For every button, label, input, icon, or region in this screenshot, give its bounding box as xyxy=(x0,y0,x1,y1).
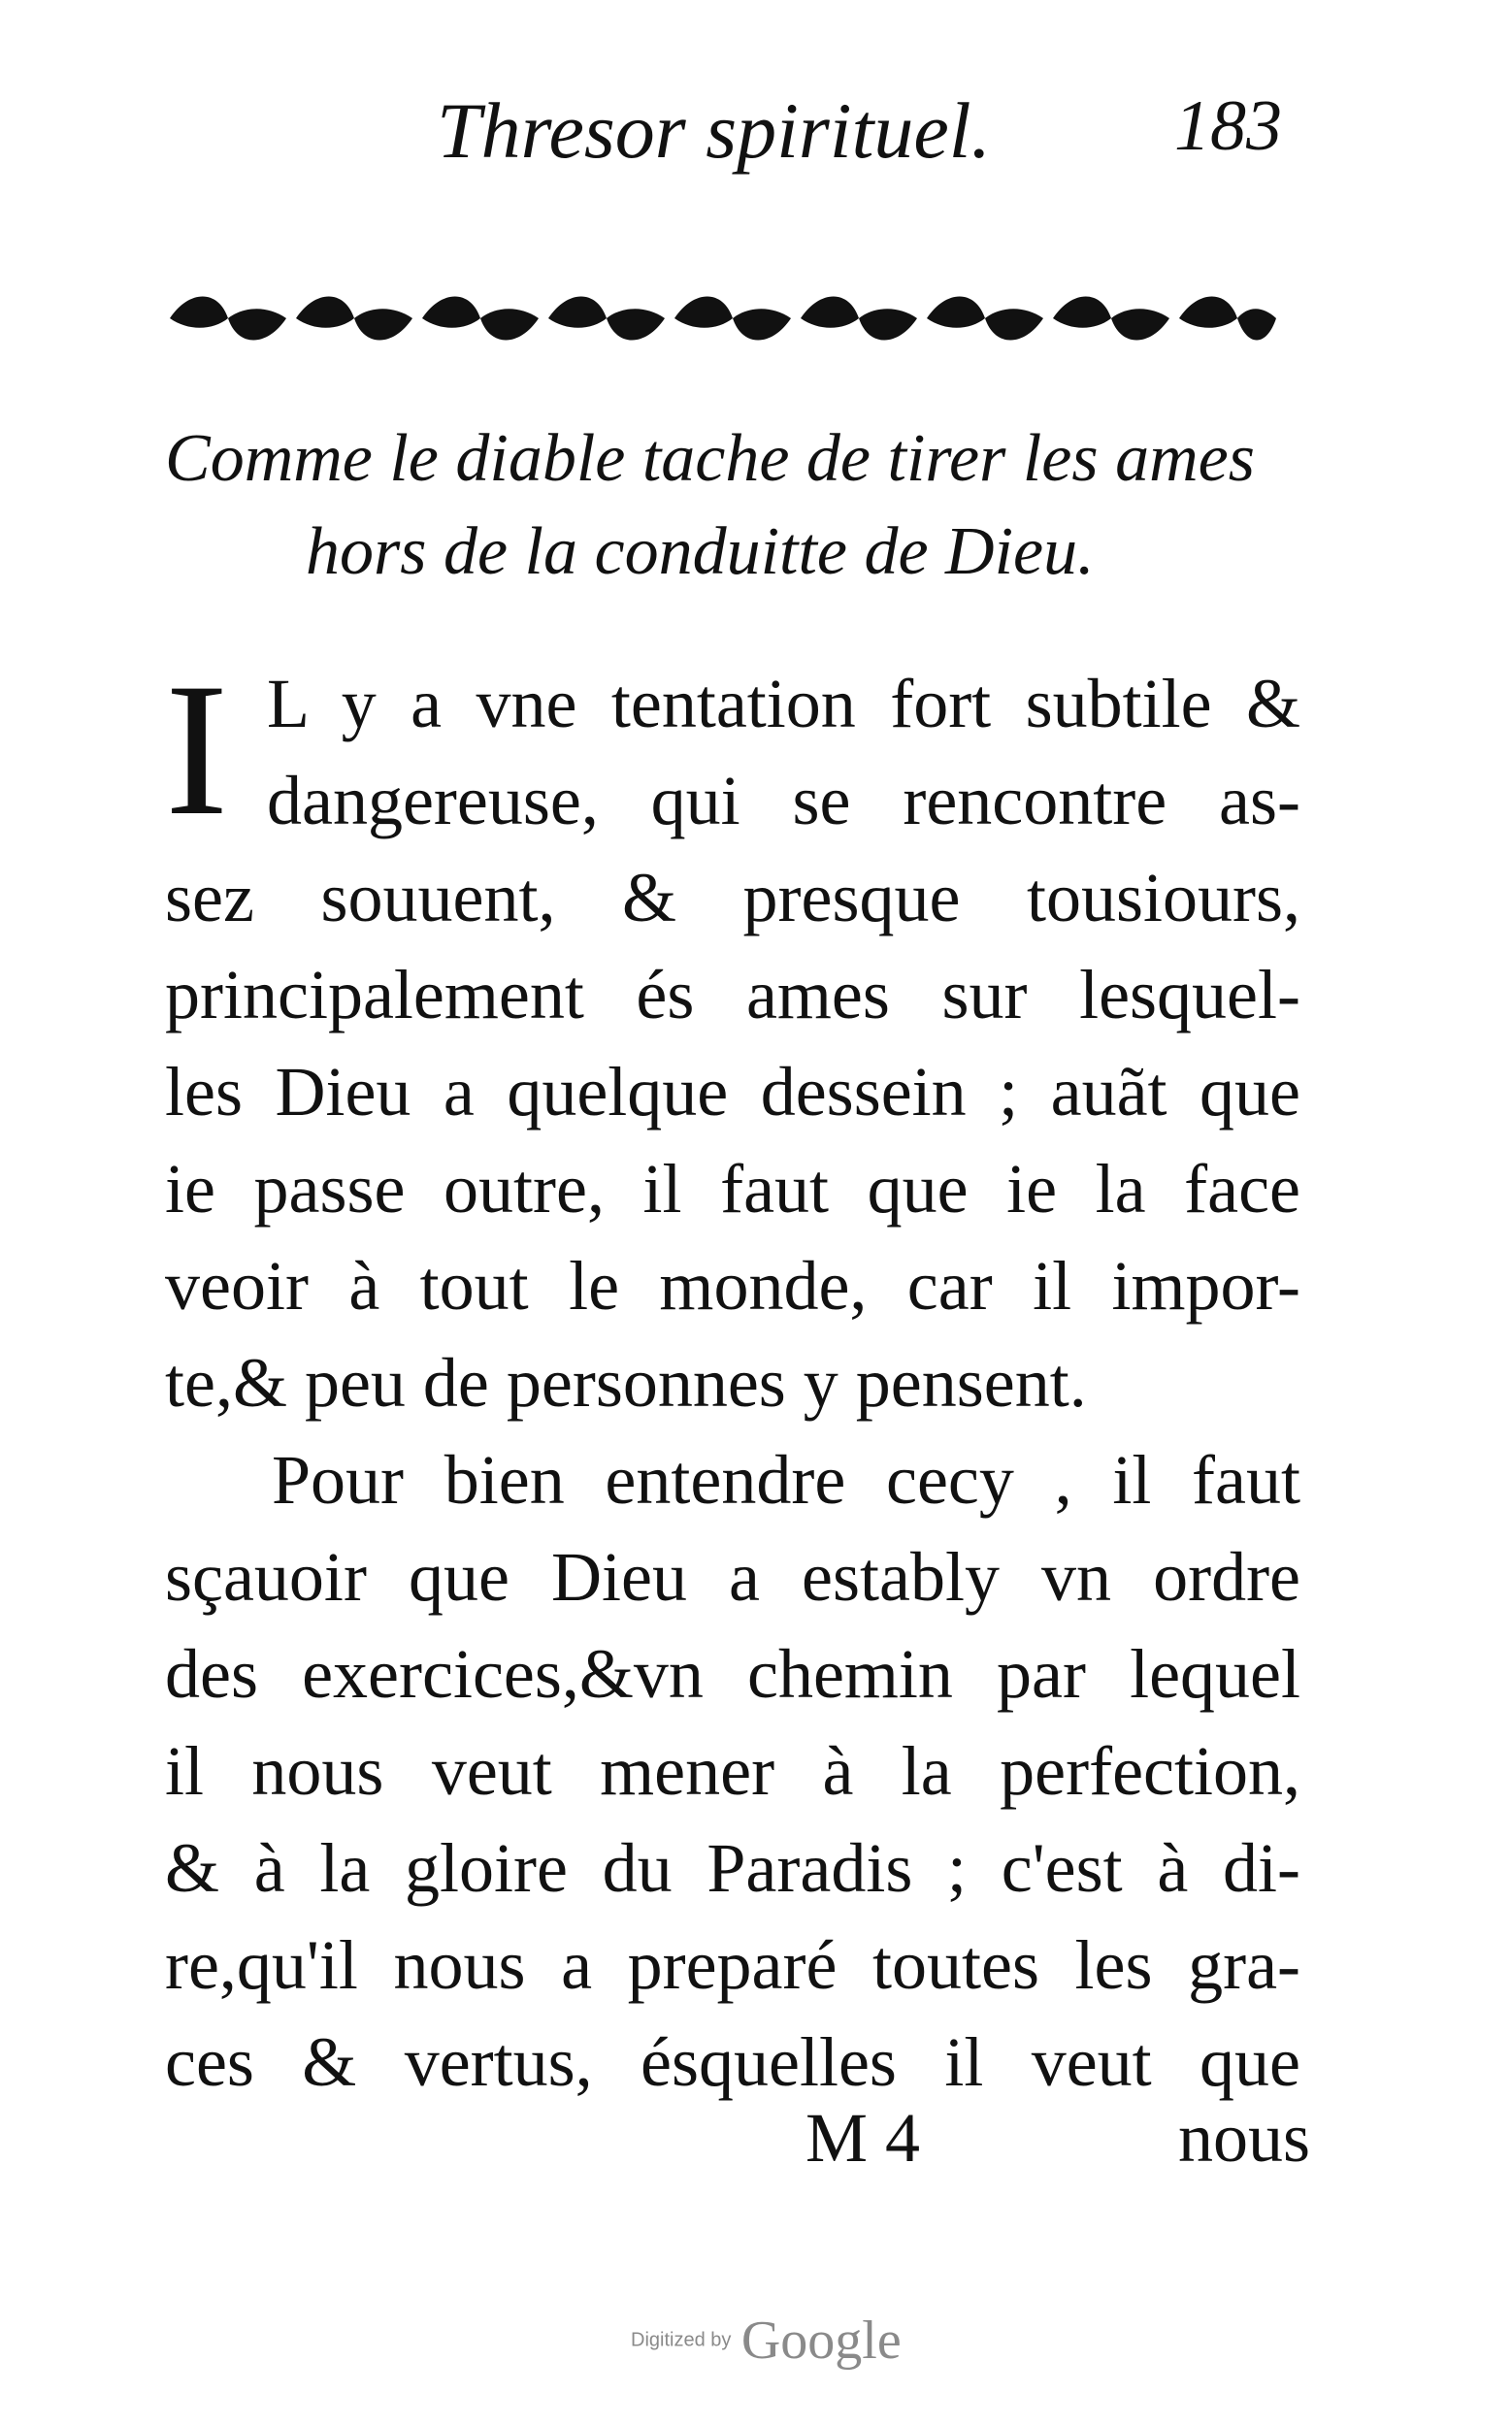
text-line-14: re,qu'il nous a preparé toutes les gra- xyxy=(165,1926,1300,2004)
text-line-13: & à la gloire du Paradis ; c'est à di- xyxy=(165,1829,1300,1907)
page-number: 183 xyxy=(1174,86,1282,166)
text-line-4: principalement és ames sur lesquel- xyxy=(165,956,1300,1033)
signature-mark: M 4 xyxy=(805,2099,921,2177)
ornament-band xyxy=(165,287,1281,349)
running-head: Thresor spirituel. xyxy=(437,86,992,175)
catchword: nous xyxy=(1177,2099,1310,2177)
text-line-11: des exercices,&vn chemin par lequel xyxy=(165,1635,1300,1713)
text-line-2: dangereuse, qui se rencontre as- xyxy=(267,762,1300,839)
watermark-brand: Google xyxy=(740,2311,902,2371)
text-line-3: sez souuent, & presque tousiours, xyxy=(165,859,1300,936)
drop-cap: I xyxy=(165,644,229,855)
text-line-10: sçauoir que Dieu a estably vn ordre xyxy=(165,1538,1300,1616)
chapter-title xyxy=(165,412,1291,599)
text-line-12: il nous veut mener à la perfection, xyxy=(165,1732,1300,1810)
text-line-8: te,& peu de personnes y pensent. xyxy=(165,1344,1087,1422)
chapter-title-line-2: hors de la conduitte de Dieu. xyxy=(306,514,1095,589)
text-line-9: Pour bien entendre cecy , il faut xyxy=(272,1441,1300,1519)
chapter-title-line-1: Comme le diable tache de tirer les ames xyxy=(165,421,1255,496)
text-line-15: ces & vertus, ésquelles il veut que xyxy=(165,2023,1300,2101)
text-line-1-content: L y a vne tentation fort subtile & xyxy=(267,665,1300,742)
digitized-watermark xyxy=(631,2310,902,2372)
watermark-prefix: Digitized by xyxy=(631,2329,732,2351)
body-text xyxy=(165,644,1300,2111)
text-line-5: les Dieu a quelque dessein ; auãt que xyxy=(165,1053,1300,1131)
text-line-6: ie passe outre, il faut que ie la face xyxy=(165,1150,1300,1228)
text-line-7: veoir à tout le monde, car il impor- xyxy=(165,1247,1300,1325)
